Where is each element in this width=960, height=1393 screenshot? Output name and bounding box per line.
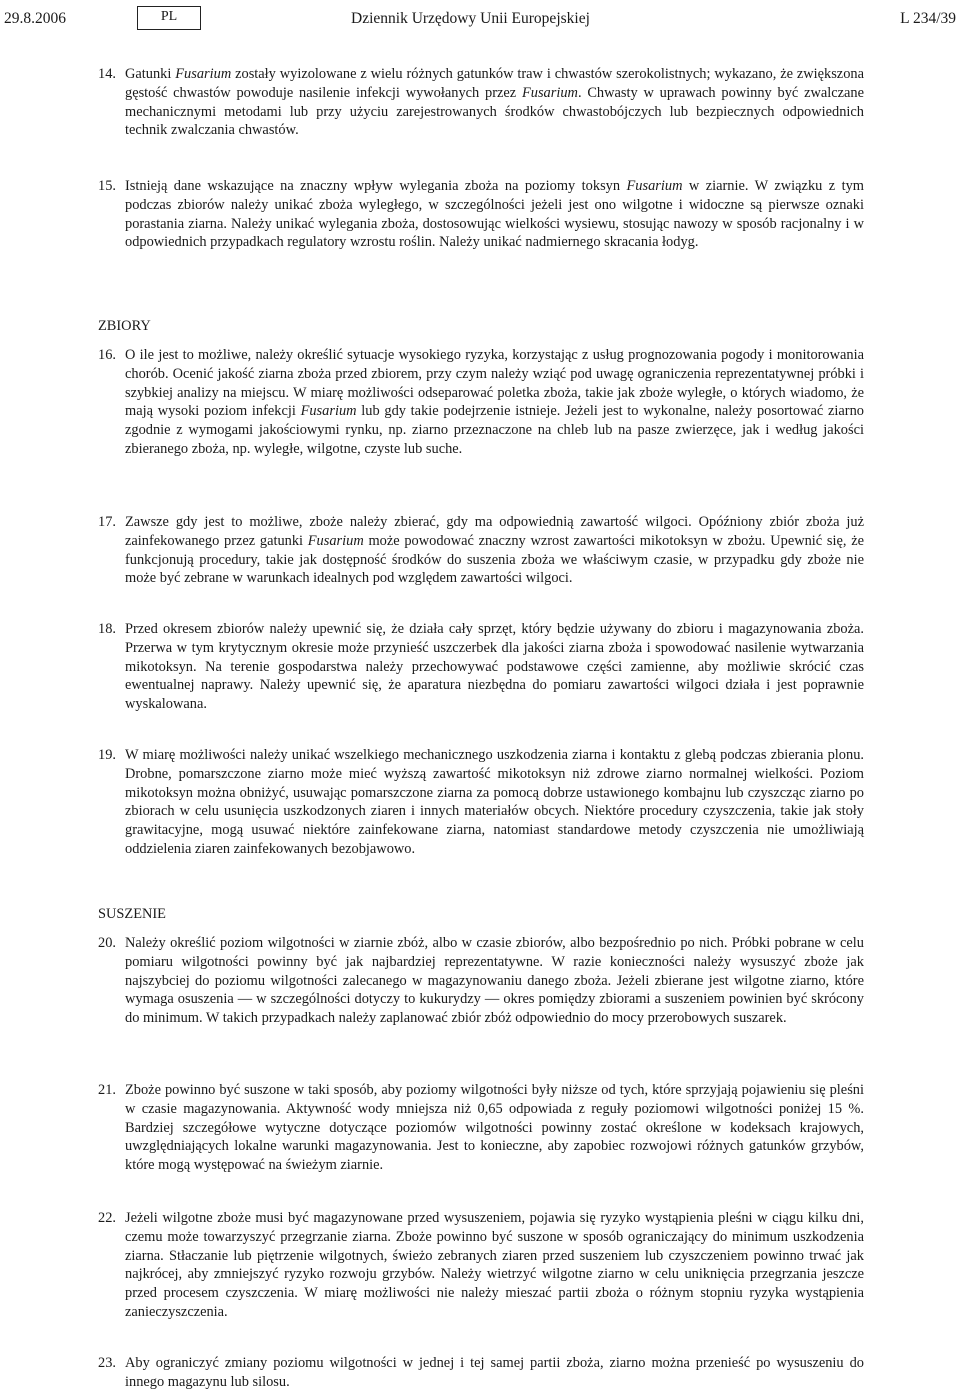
paragraph-number: 21. [98, 1082, 116, 1098]
paragraph-19 [98, 746, 864, 859]
page-header [4, 10, 956, 34]
paragraph-text: Zawsze gdy jest to możliwe, zboże należy zbierać, gdy ma odpowiednią zawartość wilgoci. Opóźniony zbiór zboża już zainfekowanego przez gatunki Fusarium może powodować znaczny wzrost zawartości mikotoksyn w zbożu. Upewnić się, że funkcjonują procedury, takie jak dostępność środków do suszenia zboża we właściwym czasie, w przypadku gdy zboże nie może być zebrane w warunkach idealnych pod względem zawartości wilgoci. [125, 514, 864, 587]
journal-title: Dziennik Urzędowy Unii Europejskiej [351, 10, 590, 27]
section-heading-suszenie: SUSZENIE [98, 906, 166, 922]
paragraph-text: Należy określić poziom wilgotności w ziarnie zbóż, albo w czasie zbiorów, albo bezpośrednio po nich. Próbki pobrane w celu pomiaru wilgotności powinny być jak najbardziej reprezentatywne. W razie konieczności należy wysuszyć zboże jak najszybciej do poziomu wilgotności zalecanego w magazynowaniu danego zboża. Jeżeli zbierane jest wilgotne ziarno, które wymaga osuszenia — w szczególności dotyczy to kukurydzy — okres pomiędzy zbiorami a suszeniem powinien być skrócony do minimum. W takich przypadkach należy zaplanować zbiór zbóż odpowiednio do mocy przerobowych suszarek. [125, 935, 864, 1027]
publication-date: 29.8.2006 [4, 10, 66, 27]
page-reference: L 234/39 [900, 10, 956, 27]
paragraph-number: 14. [98, 66, 116, 82]
paragraph-17 [98, 513, 864, 588]
paragraph-text: Jeżeli wilgotne zboże musi być magazynowane przed wysuszeniem, pojawia się ryzyko wystąpienia pleśni w ciągu kilku dni, czemu może towarzyszyć przegrzanie ziarna. Zboże powinno być suszone w sposób ograniczający do minimum uszkodzenia ziarna. Stłaczanie lub piętrzenie wilgotnych, świeżo zebranych ziaren przed suszeniem lub czyszczeniem powinno trwać jak najkrócej, aby zmniejszyć ryzyko rozwoju grzybów. Należy wietrzyć wilgotne ziarno w celu uniknięcia przegrzania jeszcze przed procesem czyszczenia. W miarę możliwości nie należy mieszać partii zboża o różnym stopniu ryzyka wystąpienia zanieczyszczenia. [125, 1210, 864, 1320]
paragraph-text: Istnieją dane wskazujące na znaczny wpływ wylegania zboża na poziomy toksyn Fusarium w ziarnie. W związku z tym podczas zbiorów należy unikać zboża wyległego, w szczególności jeżeli jest ono wilgotne i widoczne są pierwsze oznaki porastania ziarna. Należy unikać wylegania zboża, dostosowując wielkości wysiewu, stosując nawozy w sposób racjonalny i w odpowiednich przypadkach regulatory wzrostu roślin. Należy unikać nadmiernego skracania łodyg. [125, 178, 864, 251]
paragraph-23 [98, 1354, 864, 1392]
paragraph-number: 19. [98, 747, 116, 763]
paragraph-18 [98, 620, 864, 714]
paragraph-number: 23. [98, 1355, 116, 1371]
paragraph-number: 22. [98, 1210, 116, 1226]
paragraph-15 [98, 177, 864, 252]
paragraph-text: Gatunki Fusarium zostały wyizolowane z wielu różnych gatunków traw i chwastów szerokolistnych; wykazano, że zwiększona gęstość chwastów powoduje nasilenie infekcji wywołanych przez Fusarium. Chwasty w uprawach powinny być zwalczane mechanicznymi metodami lub przy użyciu zarejestrowanych środków chwastobójczych lub bezpiecznych odpowiednich technik zwalczania chwastów. [125, 66, 864, 139]
paragraph-22 [98, 1209, 864, 1322]
paragraph-16 [98, 346, 864, 459]
paragraph-text: Aby ograniczyć zmiany poziomu wilgotności w jednej i tej samej partii zboża, ziarno można przenieść po wysuszeniu do innego magazynu lub silosu. [125, 1355, 864, 1390]
paragraph-text: Zboże powinno być suszone w taki sposób, aby poziomy wilgotności były niższe od tych, które sprzyjają pojawieniu się pleśni w czasie magazynowania. Aktywność wody mniejsza niż 0,65 odpowiada z reguły poziomowi wilgotności poniżej 15 %. Bardziej szczegółowe wytyczne dotyczące poziomów wilgotności powinny zostać określone w kodeksach krajowych, uwzględniających lokalne warunki magazynowania. Jest to konieczne, aby zapobiec rozwojowi różnych gatunków grzybów, które mogą występować na świeżym ziarnie. [125, 1082, 864, 1174]
paragraph-number: 17. [98, 514, 116, 530]
language-badge: PL [137, 6, 201, 30]
paragraph-text: W miarę możliwości należy unikać wszelkiego mechanicznego uszkodzenia ziarna i kontaktu z glebą podczas zbierania plonu. Drobne, pomarszczone ziarno może mieć wyższą zawartość mikotoksyn niż zdrowe ziarno normalnej wielkości. Poziom mikotoksyn można obniżyć, usuwając pomarszczone ziarna za pomocą dobrze ustawionego kombajnu lub czyszcząc ziarno po zbiorach w celu usunięcia uszkodzonych ziaren i innych materiałów obcych. Niektóre procedury czyszczenia, takie jak stoły grawitacyjne, mogą usuwać niektóre zainfekowane ziarna, natomiast standardowe metody czyszczenia nie umożliwiają oddzielenia ziaren zainfekowanych bezobjawowo. [125, 747, 864, 857]
paragraph-number: 15. [98, 178, 116, 194]
paragraph-14 [98, 65, 864, 140]
paragraph-text: Przed okresem zbiorów należy upewnić się, że działa cały sprzęt, który będzie używany do zbioru i magazynowania zboża. Przerwa w tym krytycznym okresie może przynieść uszczerbek dla jakości ziarna zboża i spowodować nasilenie wytwarzania mikotoksyn. Na terenie gospodarstwa należy przechowywać podstawowe części zamienne, aby możliwie skrócić czas ewentualnej naprawy. Należy upewnić się, że aparatura niezbędna do pomiaru zawartości wilgoci działa i jest poprawnie wyskalowana. [125, 621, 864, 713]
paragraph-number: 20. [98, 935, 116, 951]
paragraph-text: O ile jest to możliwe, należy określić sytuacje wysokiego ryzyka, korzystając z usług prognozowania pogody i monitorowania chorób. Ocenić jakość ziarna zboża przed zbiorem, przy czym należy wziąć pod uwagę ograniczenia reprezentatywnej próbki i szybkiej analizy na miejscu. W miarę możliwości odseparować poletka zboża, takie jak zboże wyległe, o których wiadomo, że mają wysoki poziom infekcji Fusarium lub gdy takie podejrzenie istnieje. Jeżeli jest to wykonalne, należy posortować ziarno zgodnie z wymogami jakościowymi rynku, np. ziarno przeznaczone na chleb lub na pasze zwierzęce, jak i według jakości zbieranego zboża, np. wyległe, wilgotne, czyste lub suche. [125, 347, 864, 457]
paragraph-21 [98, 1081, 864, 1175]
paragraph-20 [98, 934, 864, 1028]
paragraph-number: 18. [98, 621, 116, 637]
section-heading-zbiory: ZBIORY [98, 318, 151, 334]
paragraph-number: 16. [98, 347, 116, 363]
